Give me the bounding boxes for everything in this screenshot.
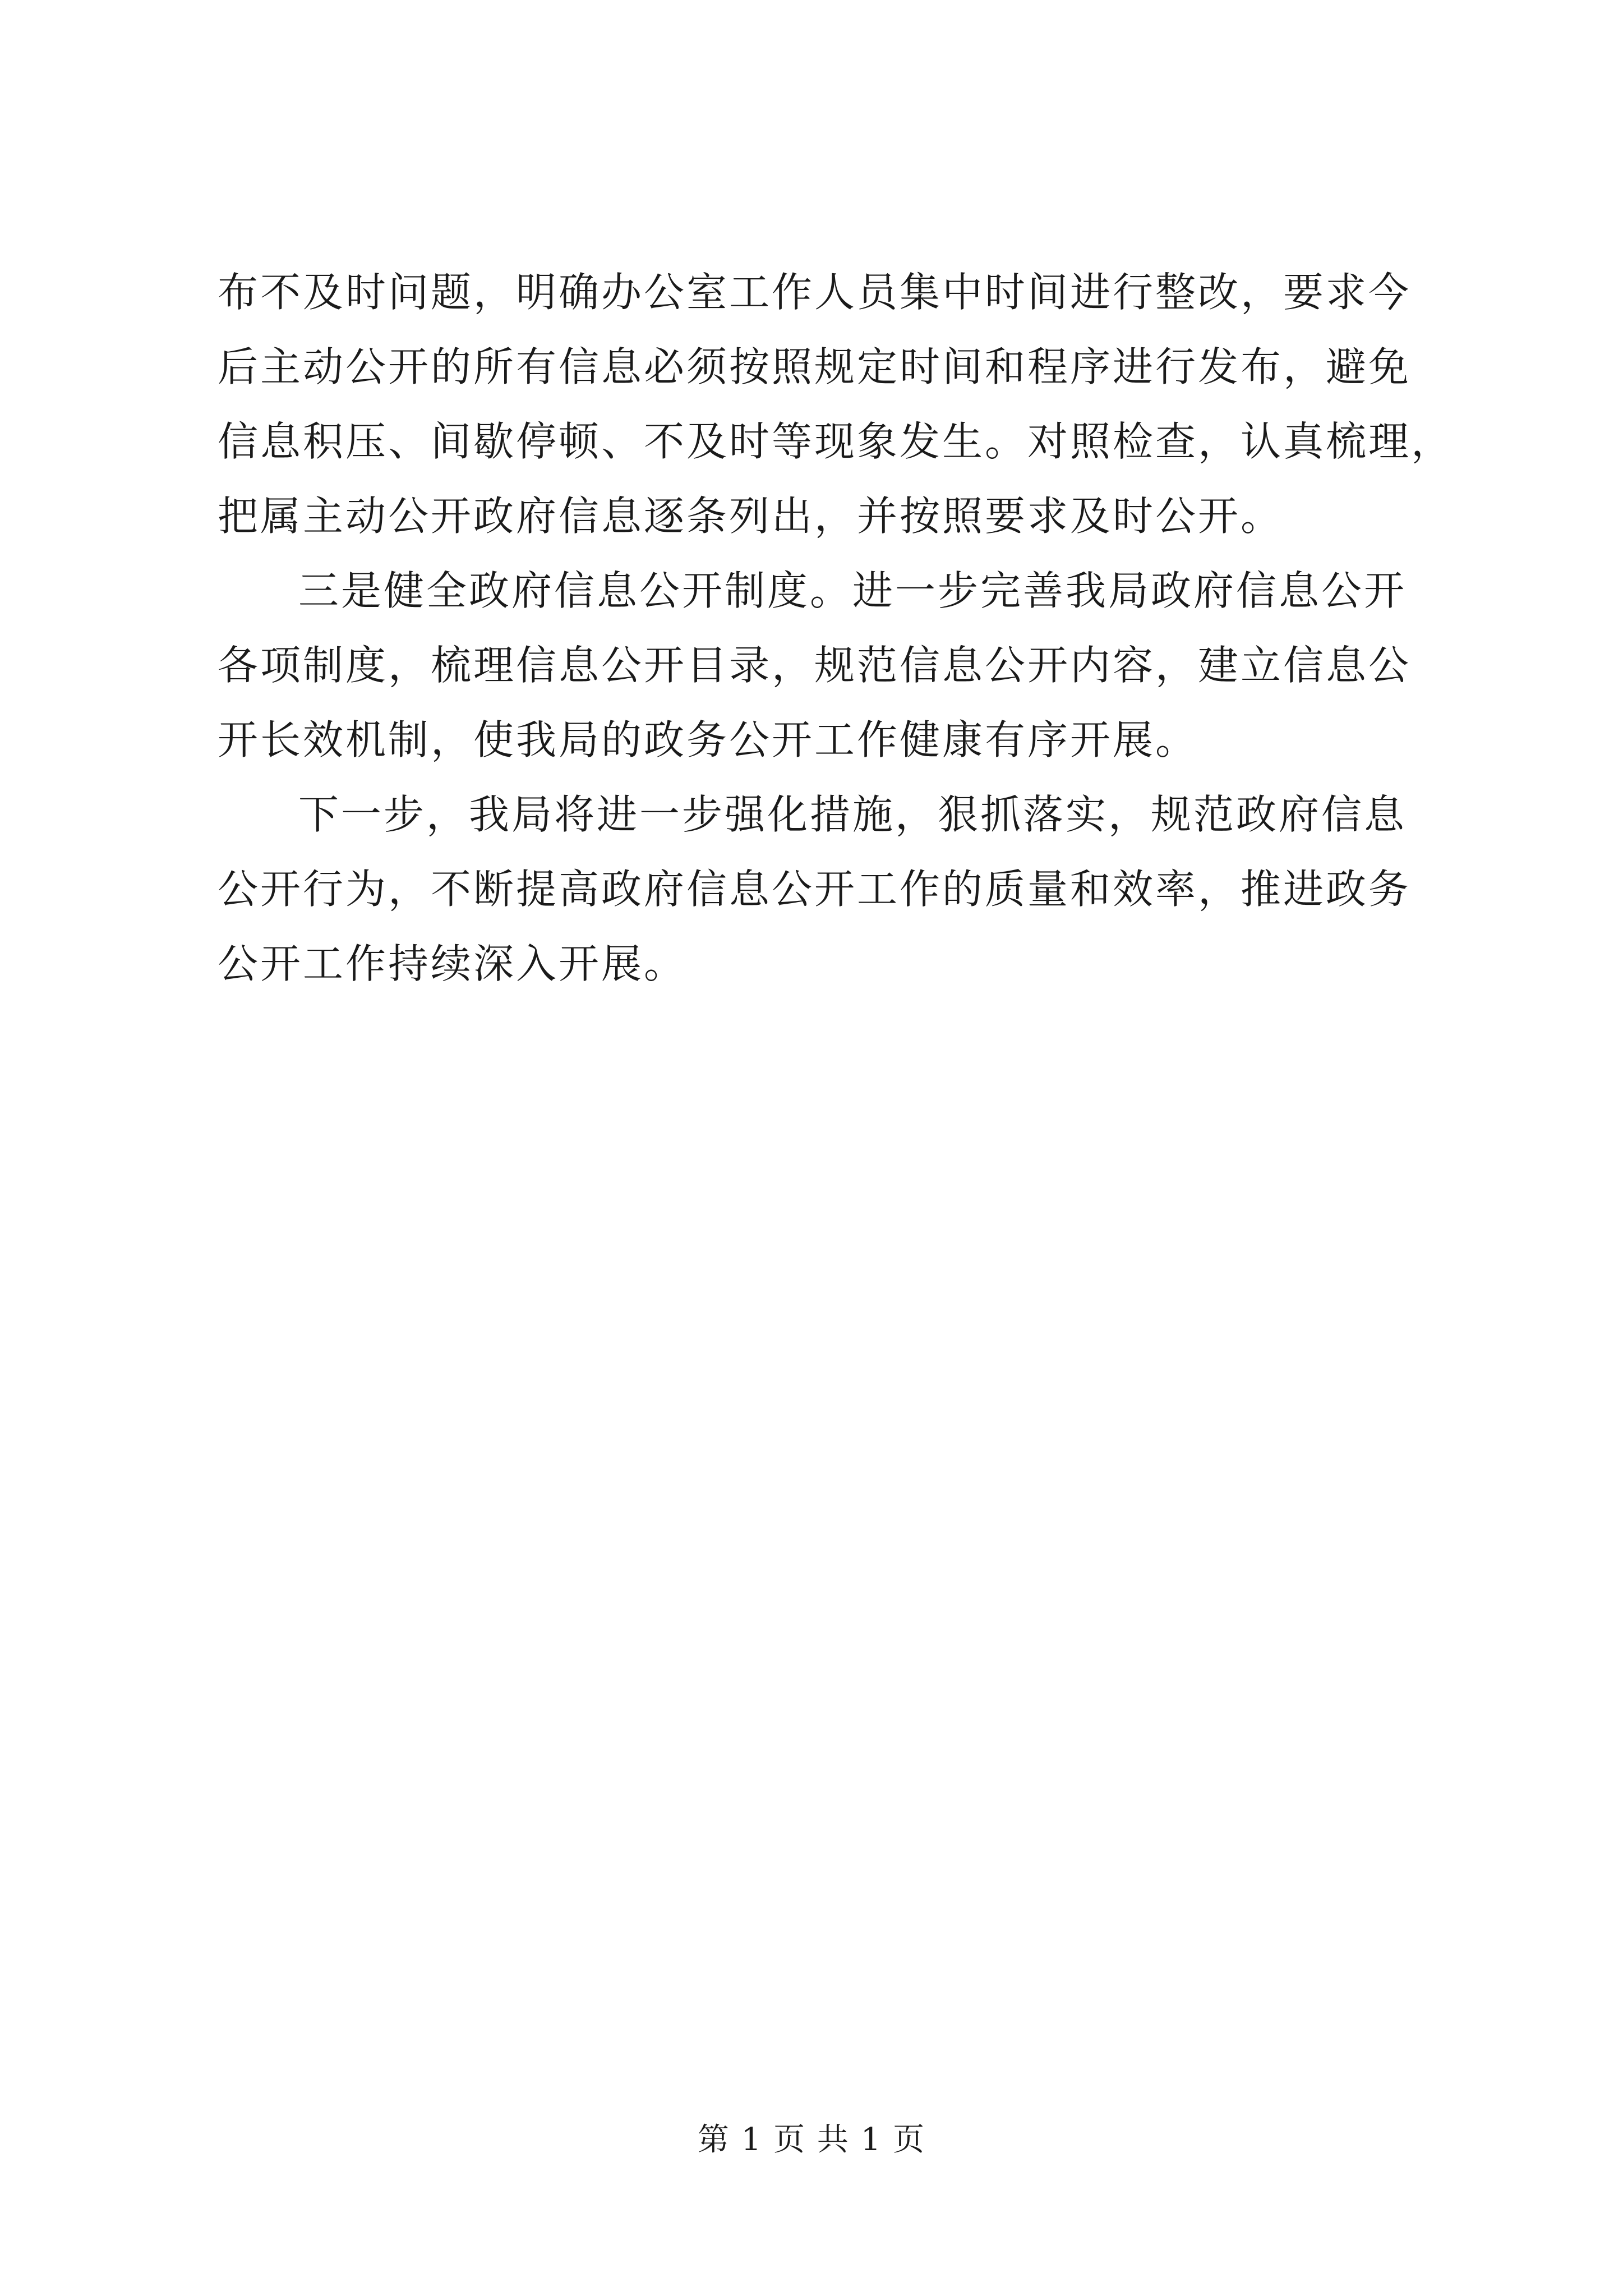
text-line: 开长效机制，使我局的政务公开工作健康有序开展。	[218, 716, 1198, 763]
document-body	[218, 255, 1454, 1001]
text-line: 公开行为，不断提高政府信息公开工作的质量和效率，推进政务	[218, 866, 1412, 913]
text-line: 公开工作持续深入开展。	[218, 940, 687, 987]
text-line: 布不及时问题，明确办公室工作人员集中时间进行整改，要求今	[218, 269, 1412, 316]
text-line: 三是健全政府信息公开制度。进一步完善我局政府信息公开	[298, 567, 1407, 614]
text-line: 下一步，我局将进一步强化措施，狠抓落实，规范政府信息	[298, 791, 1407, 838]
paragraph-next-steps	[218, 777, 1429, 1001]
text-line: 把属主动公开政府信息逐条列出，并按照要求及时公开。	[218, 493, 1284, 540]
page-number-footer: 第 1 页 共 1 页	[697, 2122, 926, 2158]
text-line: 信息积压、间歇停顿、不及时等现象发生。对照检查，认真梳理，	[218, 418, 1454, 465]
text-line: 各项制度，梳理信息公开目录，规范信息公开内容，建立信息公	[218, 642, 1412, 689]
paragraph-item-three	[218, 554, 1429, 777]
text-line: 后主动公开的所有信息必须按照规定时间和程序进行发布，避免	[218, 343, 1412, 390]
paragraph-continuation	[218, 255, 1454, 554]
